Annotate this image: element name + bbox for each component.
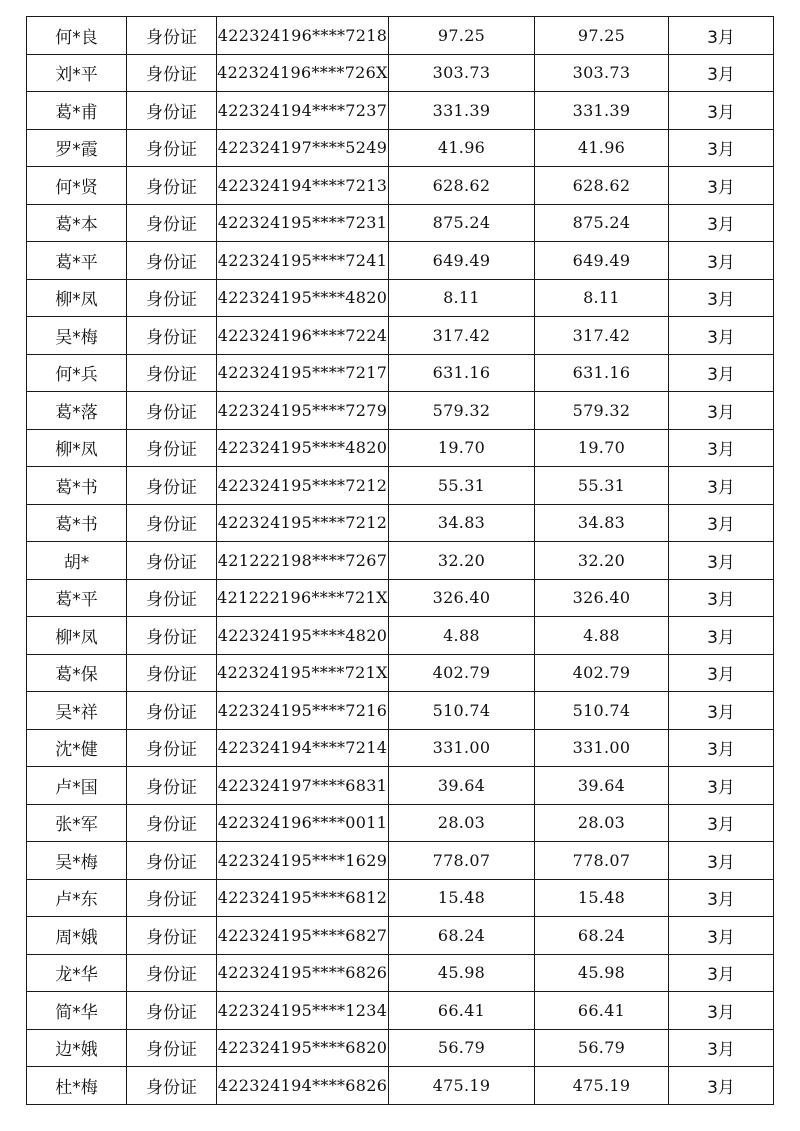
cell-amount: 402.79 [389,654,535,692]
cell-amount: 55.31 [389,467,535,505]
cell-amount: 41.96 [389,129,535,167]
cell-id-type: 身份证 [127,54,217,92]
table-row [27,167,774,205]
cell-id-type: 身份证 [127,879,217,917]
cell-amount: 34.83 [389,504,535,542]
cell-amount: 631.16 [389,354,535,392]
cell-id-type: 身份证 [127,17,217,55]
cell-name: 简*华 [27,992,127,1030]
cell-id-type: 身份证 [127,917,217,955]
cell-id-number: 422324194****7213 [217,167,389,205]
table-row [27,579,774,617]
cell-id-number: 422324195****7212 [217,504,389,542]
cell-name: 卢*国 [27,767,127,805]
cell-month: 3月 [669,917,774,955]
cell-amount-paid: 34.83 [535,504,669,542]
cell-amount-paid: 66.41 [535,992,669,1030]
table-row [27,917,774,955]
cell-amount: 331.00 [389,729,535,767]
cell-amount: 28.03 [389,804,535,842]
cell-amount: 510.74 [389,692,535,730]
cell-month: 3月 [669,1067,774,1105]
table-row [27,692,774,730]
cell-month: 3月 [669,1029,774,1067]
cell-name: 杜*梅 [27,1067,127,1105]
cell-name: 罗*霞 [27,129,127,167]
cell-id-type: 身份证 [127,692,217,730]
cell-id-number: 422324195****1234 [217,992,389,1030]
cell-month: 3月 [669,879,774,917]
cell-amount: 303.73 [389,54,535,92]
cell-name: 吴*梅 [27,317,127,355]
cell-id-type: 身份证 [127,279,217,317]
cell-amount-paid: 55.31 [535,467,669,505]
cell-name: 吴*梅 [27,842,127,880]
cell-id-number: 422324195****7241 [217,242,389,280]
cell-id-number: 422324194****7237 [217,92,389,130]
cell-id-number: 422324195****4820 [217,279,389,317]
table-row [27,1067,774,1105]
cell-month: 3月 [669,17,774,55]
cell-amount: 32.20 [389,542,535,580]
table-row [27,729,774,767]
table-row [27,804,774,842]
cell-month: 3月 [669,992,774,1030]
cell-month: 3月 [669,392,774,430]
cell-amount-paid: 579.32 [535,392,669,430]
cell-id-type: 身份证 [127,617,217,655]
cell-id-number: 421222196****721X [217,579,389,617]
cell-id-type: 身份证 [127,167,217,205]
cell-id-number: 422324195****4820 [217,617,389,655]
cell-amount-paid: 317.42 [535,317,669,355]
cell-id-number: 422324196****0011 [217,804,389,842]
cell-id-type: 身份证 [127,992,217,1030]
cell-name: 沈*健 [27,729,127,767]
cell-name: 张*军 [27,804,127,842]
table-row [27,392,774,430]
cell-month: 3月 [669,467,774,505]
cell-month: 3月 [669,729,774,767]
cell-id-type: 身份证 [127,429,217,467]
cell-id-type: 身份证 [127,504,217,542]
table-row [27,429,774,467]
cell-id-number: 422324196****7218 [217,17,389,55]
cell-id-number: 422324195****6827 [217,917,389,955]
cell-amount-paid: 19.70 [535,429,669,467]
cell-id-type: 身份证 [127,842,217,880]
cell-amount: 875.24 [389,204,535,242]
cell-amount: 68.24 [389,917,535,955]
table-row [27,54,774,92]
cell-amount: 317.42 [389,317,535,355]
cell-amount-paid: 56.79 [535,1029,669,1067]
table-row [27,767,774,805]
cell-amount-paid: 331.00 [535,729,669,767]
cell-amount: 66.41 [389,992,535,1030]
cell-id-type: 身份证 [127,317,217,355]
cell-amount: 475.19 [389,1067,535,1105]
cell-amount-paid: 39.64 [535,767,669,805]
cell-amount: 4.88 [389,617,535,655]
cell-amount: 579.32 [389,392,535,430]
cell-amount: 19.70 [389,429,535,467]
cell-id-type: 身份证 [127,1029,217,1067]
cell-name: 葛*本 [27,204,127,242]
cell-amount-paid: 628.62 [535,167,669,205]
cell-id-number: 422324195****7217 [217,354,389,392]
cell-amount-paid: 97.25 [535,17,669,55]
cell-month: 3月 [669,654,774,692]
cell-id-type: 身份证 [127,954,217,992]
cell-id-number: 422324197****6831 [217,767,389,805]
table-row [27,879,774,917]
cell-name: 柳*凤 [27,429,127,467]
cell-month: 3月 [669,242,774,280]
table-row [27,654,774,692]
cell-name: 周*娥 [27,917,127,955]
table-row [27,279,774,317]
cell-amount: 778.07 [389,842,535,880]
cell-month: 3月 [669,617,774,655]
cell-name: 葛*保 [27,654,127,692]
cell-amount: 628.62 [389,167,535,205]
cell-month: 3月 [669,954,774,992]
cell-amount-paid: 631.16 [535,354,669,392]
cell-month: 3月 [669,429,774,467]
cell-amount: 331.39 [389,92,535,130]
cell-name: 刘*平 [27,54,127,92]
cell-id-type: 身份证 [127,542,217,580]
cell-name: 葛*书 [27,467,127,505]
cell-month: 3月 [669,129,774,167]
cell-id-number: 422324195****7212 [217,467,389,505]
cell-id-number: 422324195****7279 [217,392,389,430]
table-row [27,842,774,880]
cell-amount-paid: 41.96 [535,129,669,167]
cell-amount: 326.40 [389,579,535,617]
table-row [27,317,774,355]
subsidy-table [26,16,774,1105]
cell-amount-paid: 45.98 [535,954,669,992]
cell-amount: 56.79 [389,1029,535,1067]
cell-id-number: 422324194****6826 [217,1067,389,1105]
cell-amount-paid: 326.40 [535,579,669,617]
table-row [27,992,774,1030]
cell-name: 葛*落 [27,392,127,430]
cell-id-number: 422324194****7214 [217,729,389,767]
cell-id-number: 422324197****5249 [217,129,389,167]
cell-month: 3月 [669,167,774,205]
cell-amount: 8.11 [389,279,535,317]
cell-id-number: 422324195****6812 [217,879,389,917]
cell-name: 葛*平 [27,242,127,280]
cell-month: 3月 [669,504,774,542]
cell-amount: 649.49 [389,242,535,280]
table-row [27,354,774,392]
cell-id-type: 身份证 [127,129,217,167]
table-row [27,504,774,542]
cell-id-number: 422324195****721X [217,654,389,692]
cell-id-number: 421222198****7267 [217,542,389,580]
table-row [27,204,774,242]
cell-id-type: 身份证 [127,92,217,130]
cell-name: 何*兵 [27,354,127,392]
cell-name: 龙*华 [27,954,127,992]
cell-name: 何*贤 [27,167,127,205]
cell-id-type: 身份证 [127,767,217,805]
cell-month: 3月 [669,92,774,130]
cell-id-type: 身份证 [127,467,217,505]
cell-month: 3月 [669,542,774,580]
table-row [27,17,774,55]
cell-name: 葛*书 [27,504,127,542]
cell-month: 3月 [669,54,774,92]
cell-id-number: 422324196****726X [217,54,389,92]
table-row [27,467,774,505]
cell-amount-paid: 32.20 [535,542,669,580]
cell-name: 葛*甫 [27,92,127,130]
cell-amount: 15.48 [389,879,535,917]
cell-name: 葛*平 [27,579,127,617]
cell-name: 胡* [27,542,127,580]
cell-amount-paid: 28.03 [535,804,669,842]
cell-amount: 45.98 [389,954,535,992]
cell-month: 3月 [669,279,774,317]
cell-amount: 97.25 [389,17,535,55]
cell-amount-paid: 875.24 [535,204,669,242]
subsidy-table-page [26,16,774,1105]
cell-month: 3月 [669,579,774,617]
cell-amount: 39.64 [389,767,535,805]
cell-name: 柳*凤 [27,279,127,317]
cell-month: 3月 [669,204,774,242]
cell-id-number: 422324196****7224 [217,317,389,355]
cell-month: 3月 [669,767,774,805]
table-row [27,954,774,992]
cell-month: 3月 [669,317,774,355]
cell-month: 3月 [669,692,774,730]
cell-id-type: 身份证 [127,804,217,842]
cell-name: 柳*凤 [27,617,127,655]
table-body [27,17,774,1105]
cell-amount-paid: 778.07 [535,842,669,880]
cell-id-type: 身份证 [127,1067,217,1105]
table-row [27,92,774,130]
cell-id-type: 身份证 [127,354,217,392]
cell-month: 3月 [669,354,774,392]
cell-id-type: 身份证 [127,242,217,280]
cell-amount-paid: 649.49 [535,242,669,280]
cell-id-number: 422324195****1629 [217,842,389,880]
cell-id-type: 身份证 [127,654,217,692]
table-row [27,617,774,655]
cell-id-type: 身份证 [127,729,217,767]
cell-name: 何*良 [27,17,127,55]
cell-id-number: 422324195****6820 [217,1029,389,1067]
cell-amount-paid: 15.48 [535,879,669,917]
table-row [27,1029,774,1067]
cell-month: 3月 [669,842,774,880]
cell-amount-paid: 510.74 [535,692,669,730]
cell-id-type: 身份证 [127,579,217,617]
table-row [27,242,774,280]
cell-id-type: 身份证 [127,392,217,430]
cell-amount-paid: 4.88 [535,617,669,655]
cell-amount-paid: 303.73 [535,54,669,92]
cell-id-type: 身份证 [127,204,217,242]
cell-amount-paid: 331.39 [535,92,669,130]
cell-amount-paid: 68.24 [535,917,669,955]
cell-id-number: 422324195****7216 [217,692,389,730]
cell-amount-paid: 8.11 [535,279,669,317]
cell-amount-paid: 475.19 [535,1067,669,1105]
cell-name: 吴*祥 [27,692,127,730]
table-row [27,129,774,167]
cell-name: 卢*东 [27,879,127,917]
table-row [27,542,774,580]
cell-name: 边*娥 [27,1029,127,1067]
cell-id-number: 422324195****6826 [217,954,389,992]
cell-month: 3月 [669,804,774,842]
cell-amount-paid: 402.79 [535,654,669,692]
cell-id-number: 422324195****4820 [217,429,389,467]
cell-id-number: 422324195****7231 [217,204,389,242]
